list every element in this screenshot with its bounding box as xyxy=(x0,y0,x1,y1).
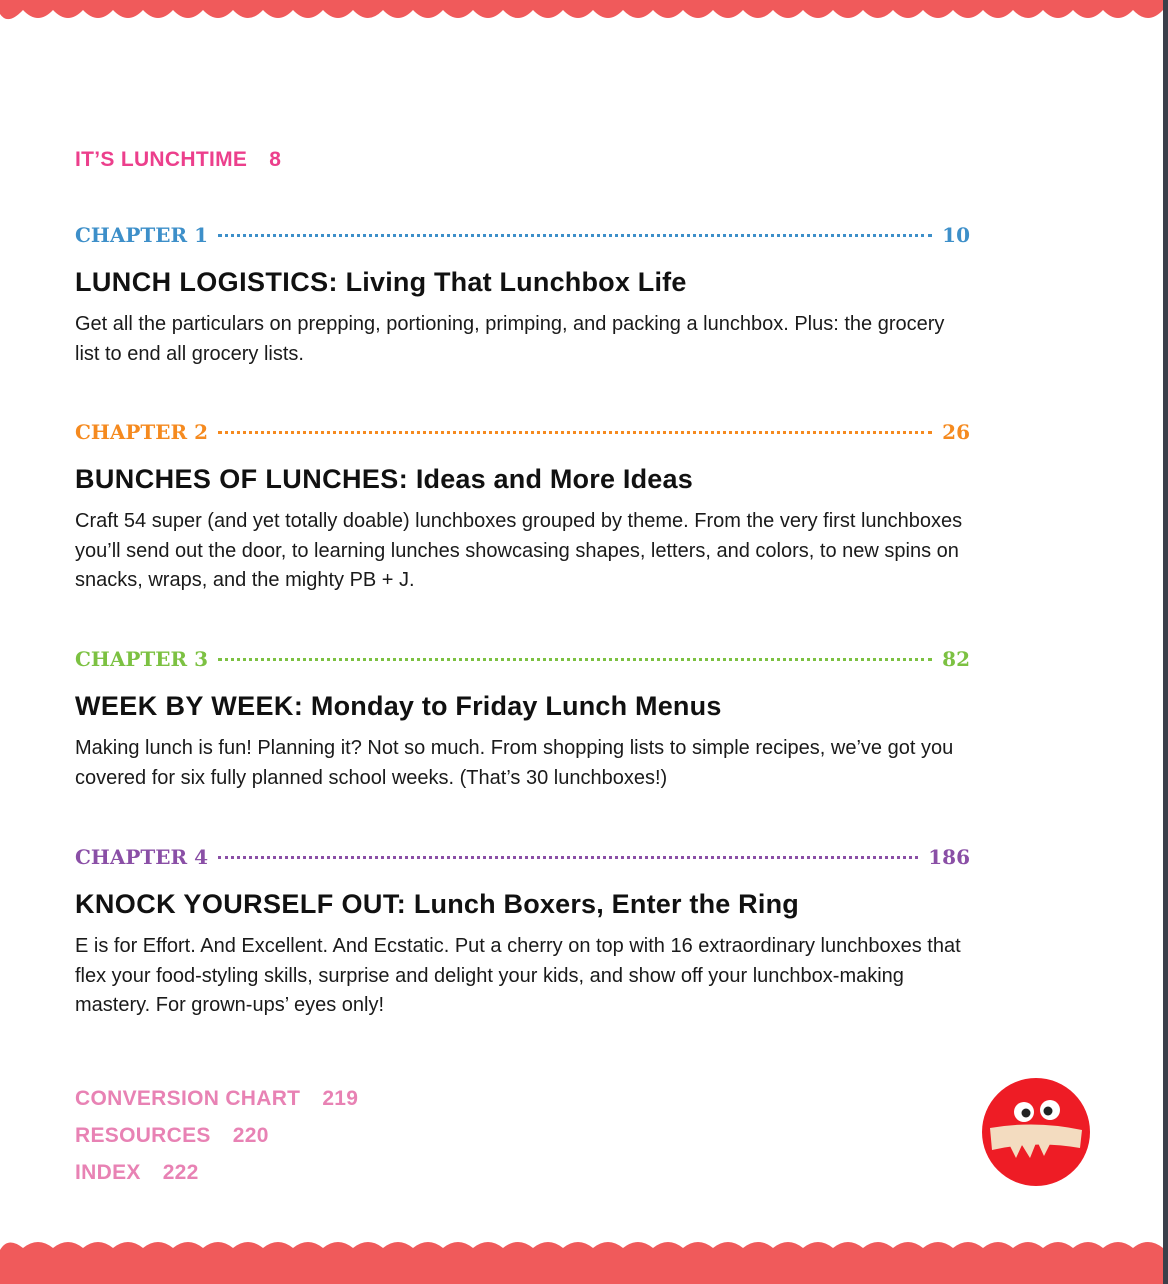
chapter-3-entry[interactable] xyxy=(75,647,970,793)
toc-entry-index[interactable] xyxy=(75,1161,199,1185)
chapter-2-title xyxy=(75,464,970,495)
chapter-1-heading-line xyxy=(75,223,970,251)
resources-page-number: 220 xyxy=(232,1124,269,1147)
chapter-2-title-main: BUNCHES OF LUNCHES: xyxy=(75,464,409,494)
index-page-number: 222 xyxy=(162,1161,199,1184)
scallop-border-bottom xyxy=(0,1234,1163,1284)
scallop-border-top xyxy=(0,0,1163,26)
chapter-1-page-number: 10 xyxy=(942,223,970,247)
chapter-1-title-main: LUNCH LOGISTICS: xyxy=(75,267,338,297)
dot-leader xyxy=(218,234,932,237)
chapter-3-description: Making lunch is fun! Planning it? Not so much. From shopping lists to simple recipes, we’ve got you covered for six fully planned school weeks. (That’s 30 lunchboxes!) xyxy=(75,737,954,789)
conversion-chart-page-number: 219 xyxy=(322,1087,359,1110)
dot-leader xyxy=(218,856,918,859)
chapter-4-heading-line xyxy=(75,845,970,873)
intro-page-number: 8 xyxy=(269,148,282,171)
chapter-1-description: Get all the particulars on prepping, portioning, primping, and packing a lunchbox. Plus: the grocery list to end all grocery lists. xyxy=(75,313,945,365)
chapter-3-title xyxy=(75,691,970,722)
chapter-1-title xyxy=(75,267,970,298)
chapter-1-entry[interactable] xyxy=(75,223,970,369)
chapter-1-title-sub: Living That Lunchbox Life xyxy=(345,267,687,297)
chapter-1-label: CHAPTER 1 xyxy=(75,223,208,247)
chapter-3-title-main: WEEK BY WEEK: xyxy=(75,691,304,721)
chapter-2-label: CHAPTER 2 xyxy=(75,420,208,444)
chapter-3-heading-line xyxy=(75,647,970,675)
intro-label: IT’S LUNCHTIME xyxy=(75,148,248,171)
page-edge xyxy=(1163,0,1168,1284)
chapter-2-page-number: 26 xyxy=(942,420,970,444)
chapter-4-entry[interactable] xyxy=(75,845,970,1021)
conversion-chart-label: CONVERSION CHART xyxy=(75,1087,301,1110)
toc-entry-conversion-chart[interactable] xyxy=(75,1087,358,1111)
red-monster-icon xyxy=(980,1076,1092,1188)
toc-entry-resources[interactable] xyxy=(75,1124,269,1148)
chapter-3-title-sub: Monday to Friday Lunch Menus xyxy=(310,691,722,721)
dot-leader xyxy=(218,431,932,434)
chapter-4-title-main: KNOCK YOURSELF OUT: xyxy=(75,889,407,919)
dot-leader xyxy=(218,658,932,661)
resources-label: RESOURCES xyxy=(75,1124,211,1147)
chapter-2-title-sub: Ideas and More Ideas xyxy=(415,464,693,494)
index-label: INDEX xyxy=(75,1161,141,1184)
chapter-2-heading-line xyxy=(75,420,970,448)
chapter-2-entry[interactable] xyxy=(75,420,970,596)
chapter-3-page-number: 82 xyxy=(942,647,970,671)
chapter-4-label: CHAPTER 4 xyxy=(75,845,208,869)
chapter-4-description: E is for Effort. And Excellent. And Ecstatic. Put a cherry on top with 16 extraordinary lunchboxes that flex your food-styling skills, surprise and delight your kids, and show off your lunchbox-making mastery. For grown-ups’ eyes only! xyxy=(75,935,961,1016)
chapter-4-page-number: 186 xyxy=(928,845,970,869)
chapter-4-title xyxy=(75,889,970,920)
chapter-2-description: Craft 54 super (and yet totally doable) lunchboxes grouped by theme. From the very first lunchboxes you’ll send out the door, to learning lunches showcasing shapes, letters, and colors, to new spins on snacks, wraps, and the mighty PB + J. xyxy=(75,510,963,591)
chapter-3-label: CHAPTER 3 xyxy=(75,647,208,671)
chapter-4-title-sub: Lunch Boxers, Enter the Ring xyxy=(413,889,799,919)
toc-entry-intro[interactable] xyxy=(75,148,281,172)
